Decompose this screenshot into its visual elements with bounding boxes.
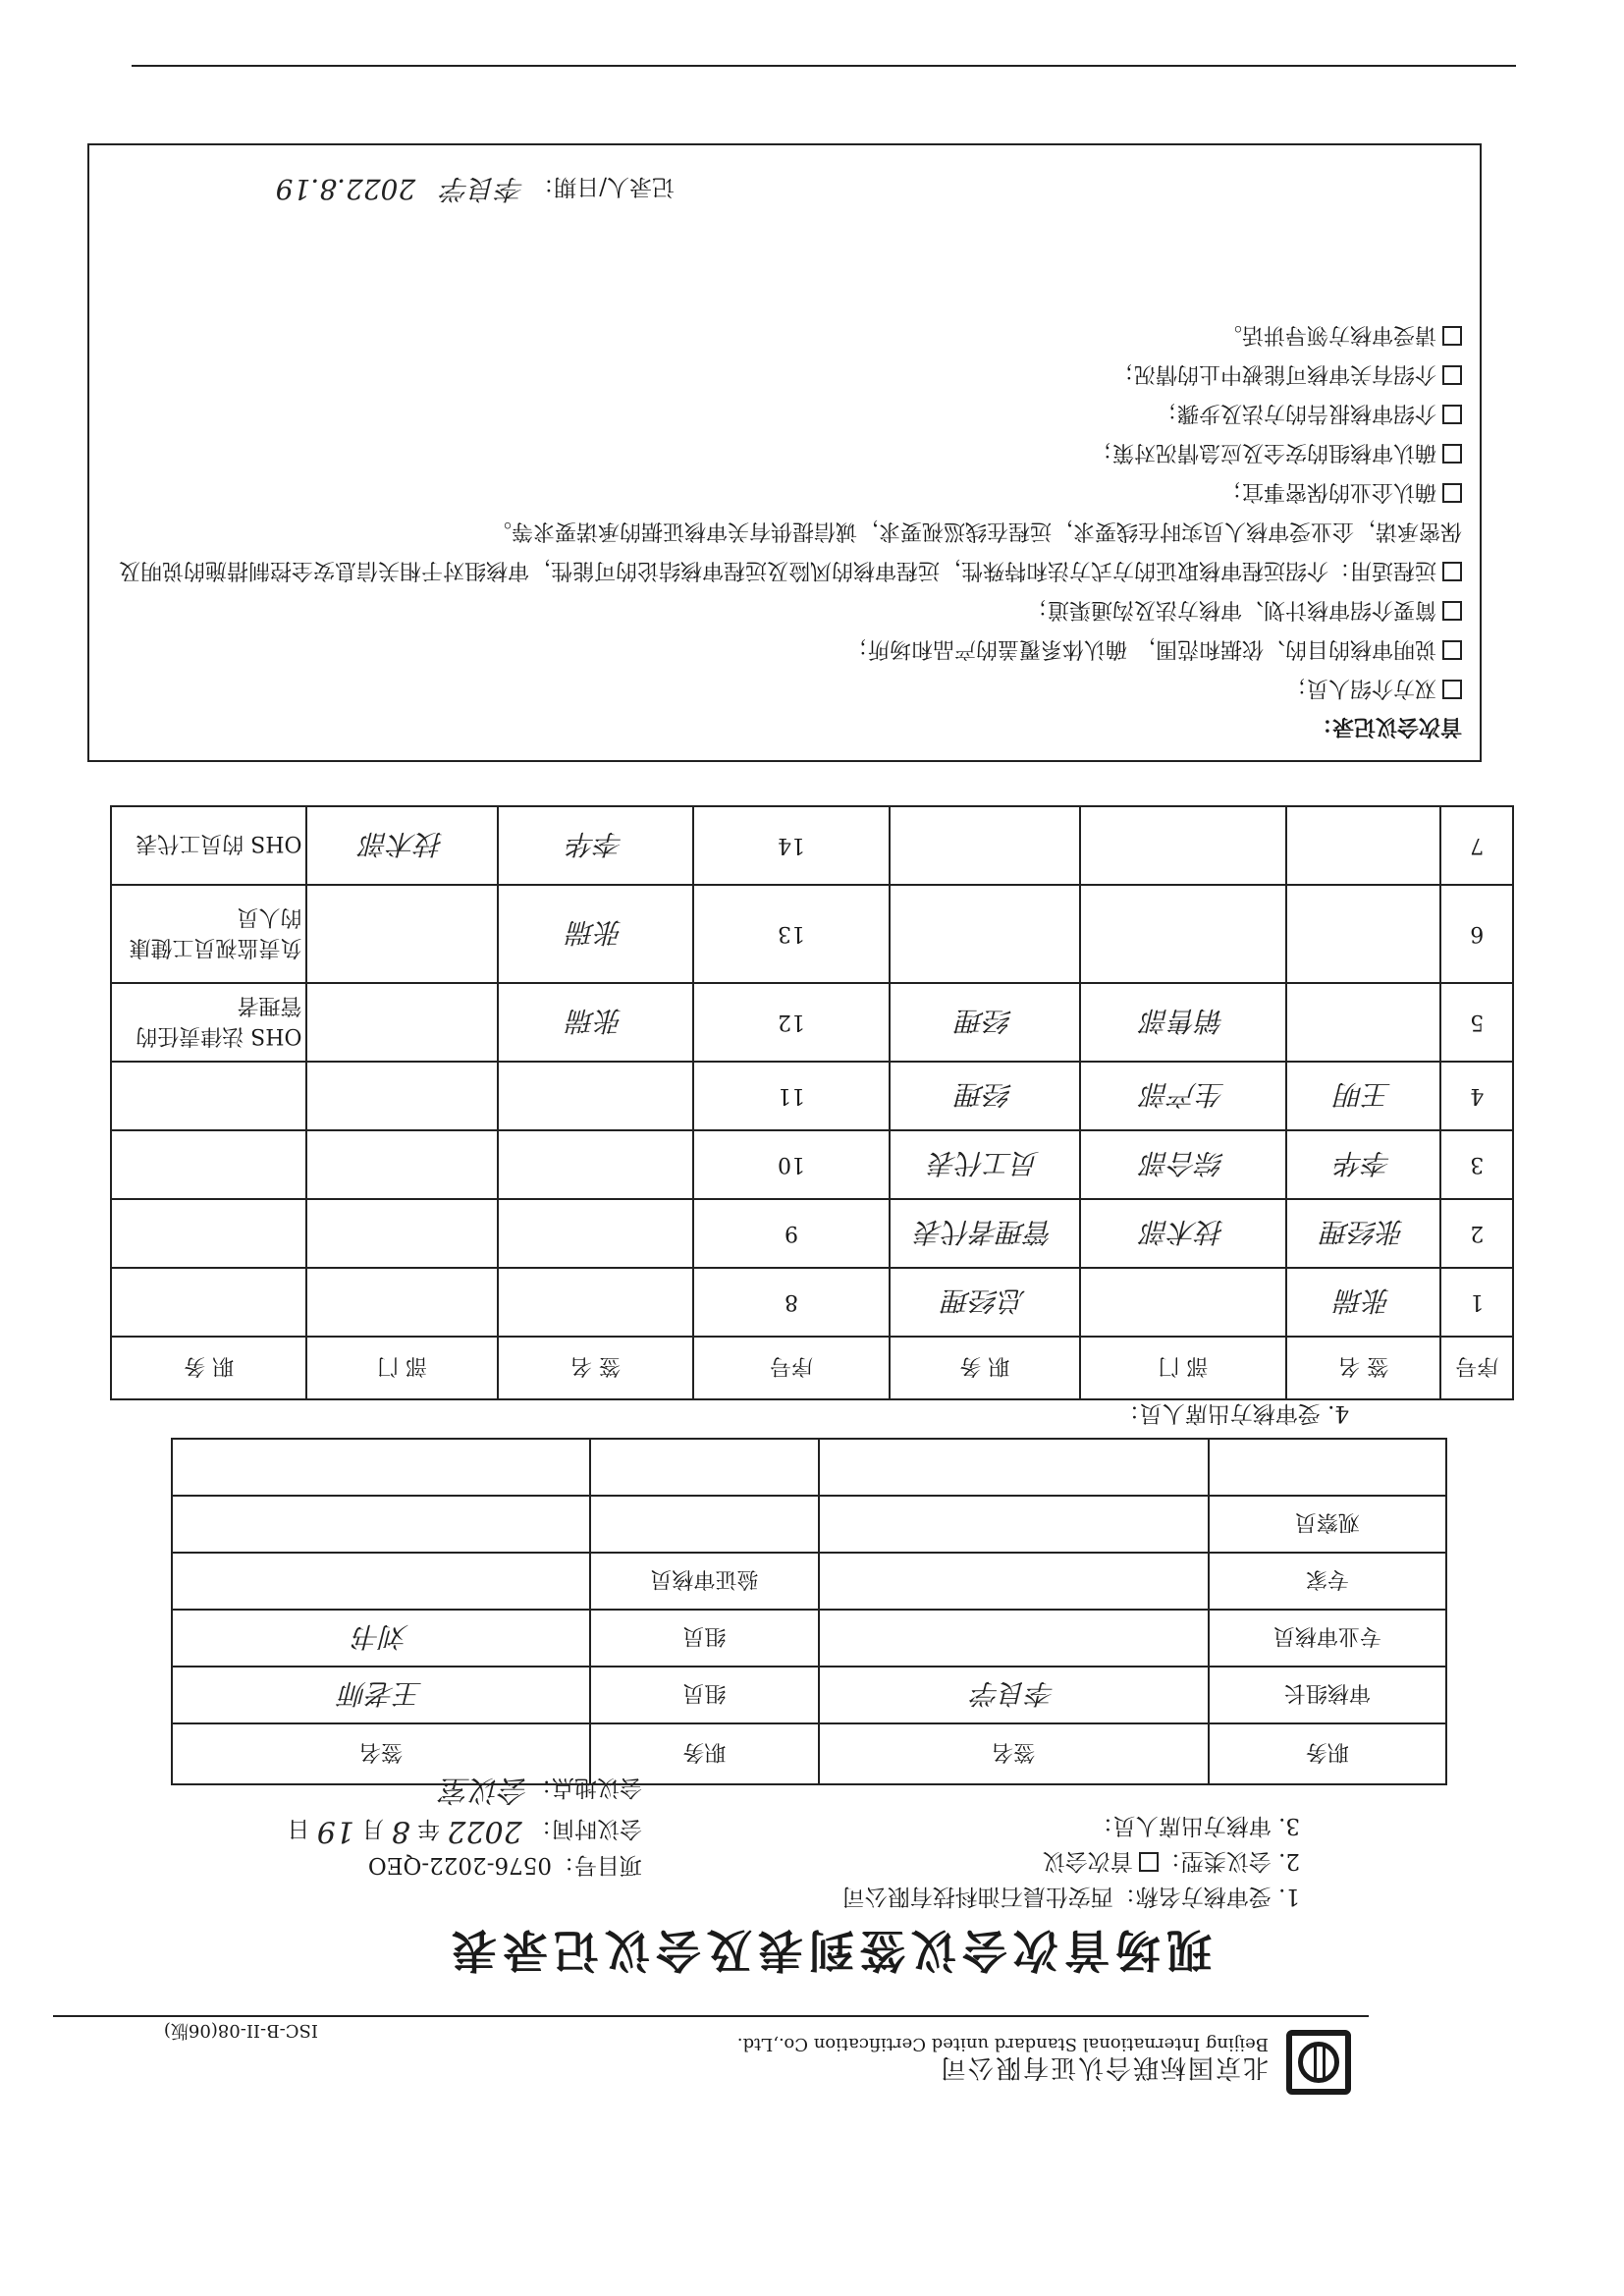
signature-cell [819, 1553, 1209, 1610]
auditor-attendance-table [171, 1438, 1447, 1785]
month-unit: 月 [361, 1816, 385, 1841]
header-position-2: 职 务 [111, 1337, 307, 1399]
signature-cell [498, 1199, 694, 1268]
meeting-type-row [1043, 1847, 1300, 1880]
position-cell [111, 1199, 307, 1268]
signature-cell: 王明 [1286, 1062, 1441, 1130]
row-no: 12 [693, 983, 890, 1062]
signature-cell [819, 1496, 1209, 1553]
company-name-en: Beijing International Standard united Certification Co.,Ltd. [736, 2034, 1269, 2054]
position-cell: 总经理 [890, 1268, 1080, 1337]
signature-cell: 张瑞 [498, 885, 694, 983]
row-no: 11 [693, 1062, 890, 1130]
recorder-label: 记录人/日期： [531, 174, 675, 199]
department-cell [307, 983, 498, 1062]
cell-role: 组员 [590, 1610, 819, 1667]
project-number-value: 0576-2022-QEO [367, 1852, 552, 1878]
department-cell [307, 1268, 498, 1337]
meeting-location-value: 会议室 [441, 1773, 529, 1807]
recorder-signature: 李良学 2022.8.19 [275, 173, 524, 205]
auditee-attendance-table [110, 805, 1514, 1400]
meeting-time-label: 会议时间： [529, 1816, 642, 1841]
signature-cell [1286, 983, 1441, 1062]
cell-role [590, 1496, 819, 1553]
meeting-location-label: 会议地点： [529, 1775, 642, 1800]
auditee-name-row [842, 1883, 1300, 1915]
company-name-cn: 北京国标联合认证有限公司 [938, 2052, 1269, 2082]
header-signature-2: 签 名 [498, 1337, 694, 1399]
minutes-item: 说明审核的目的、依据和范围， 确认体系覆盖的产品和场所； [107, 629, 1462, 668]
header-no: 序号 [1441, 1337, 1514, 1399]
signature-cell [498, 1062, 694, 1130]
signature-cell [1286, 806, 1441, 885]
position-cell: 员工代表 [890, 1130, 1080, 1199]
position-cell: OHS 法律责任的管理者 [111, 983, 307, 1062]
header-signature: 签 名 [1286, 1337, 1441, 1399]
department-cell [1080, 1268, 1286, 1337]
checkbox-icon [1442, 640, 1462, 660]
row-no: 3 [1441, 1130, 1514, 1199]
meeting-year: 2022 [447, 1814, 522, 1848]
minutes-item: 确认审核组的安全及应急情况对策； [107, 432, 1462, 471]
department-cell [307, 1130, 498, 1199]
minutes-content [107, 314, 1462, 746]
checkbox-icon [1442, 483, 1462, 503]
row-no: 8 [693, 1268, 890, 1337]
department-cell [1080, 885, 1286, 983]
signature-cell [819, 1610, 1209, 1667]
row-no: 10 [693, 1130, 890, 1199]
meeting-type-value: 首次会议 [1042, 1848, 1133, 1874]
signature-cell: 张瑞 [498, 983, 694, 1062]
auditee-name-label: 1. 受审核方名称： [1112, 1884, 1300, 1909]
position-cell: 经理 [890, 1062, 1080, 1130]
row-no: 4 [1441, 1062, 1514, 1130]
department-cell: 销售部 [1080, 983, 1286, 1062]
position-cell [890, 885, 1080, 983]
row-no: 6 [1441, 885, 1514, 983]
header-position: 职务 [1209, 1723, 1446, 1784]
header-position: 职 务 [890, 1337, 1080, 1399]
position-cell: 管理者代表 [890, 1199, 1080, 1268]
department-cell [307, 1199, 498, 1268]
meeting-day: 19 [316, 1814, 354, 1848]
row-no: 2 [1441, 1199, 1514, 1268]
meeting-type-checkbox [1139, 1852, 1159, 1872]
recorder-row [276, 171, 675, 210]
department-cell [307, 1062, 498, 1130]
checkbox-icon [1442, 365, 1462, 385]
signature-cell [498, 1268, 694, 1337]
row-no: 5 [1441, 983, 1514, 1062]
auditee-name-value: 西安仕晨石油科技有限公司 [841, 1884, 1113, 1909]
signature-cell: 李良学 [819, 1667, 1209, 1723]
company-logo-icon [1286, 2030, 1351, 2095]
signature-cell: 李华 [498, 806, 694, 885]
checkbox-icon [1442, 405, 1462, 424]
department-cell: 综合部 [1080, 1130, 1286, 1199]
row-no: 1 [1441, 1268, 1514, 1337]
row-no: 9 [693, 1199, 890, 1268]
department-cell: 技术部 [1080, 1199, 1286, 1268]
minutes-item: 双方介绍人员； [107, 668, 1462, 707]
checkbox-icon [1442, 444, 1462, 464]
minutes-item: 远程适用：介绍远程审核取证的方式方法和特殊性，远程审核的风险及远程审核结论的可能性，审核组对于相关信息安全控制措施的说明及保密承诺，企业受审核人员实时在线要求，远程在线巡视要求，诚信提供有关审核证据的承诺要求等。 [118, 519, 1462, 582]
signature-cell [172, 1496, 590, 1553]
header-rule [53, 2015, 1369, 2017]
header-no-2: 序号 [693, 1337, 890, 1399]
signature-cell: 刘书 [172, 1610, 590, 1667]
header-signature: 签名 [819, 1723, 1209, 1784]
minutes-item: 介绍有关审核可能被中止的情况； [107, 354, 1462, 393]
project-number-label: 项目号： [552, 1852, 642, 1878]
minutes-item: 介绍审核报告的方法及步骤； [107, 393, 1462, 432]
minutes-item: 简要介绍审核计划、审核方法及沟通渠道； [107, 589, 1462, 629]
cell-role: 专业审核员 [1209, 1610, 1446, 1667]
signature-cell: 李华 [1286, 1130, 1441, 1199]
signature-cell [1286, 885, 1441, 983]
department-cell: 生产部 [1080, 1062, 1286, 1130]
day-unit: 日 [287, 1816, 310, 1841]
header-signature-2: 签名 [172, 1723, 590, 1784]
auditee-attendees-label: 4. 受审核方出席人员： [1116, 1400, 1349, 1426]
cell-role: 组员 [590, 1667, 819, 1723]
year-unit: 年 [417, 1816, 441, 1841]
position-cell: OHS 的员工代表 [111, 806, 307, 885]
cell-role: 专家 [1209, 1553, 1446, 1610]
minutes-heading: 首次会议记录： [1310, 714, 1462, 739]
checkbox-icon [1442, 680, 1462, 699]
department-cell [307, 885, 498, 983]
meeting-time-row [287, 1814, 642, 1848]
minutes-item: 请受审核方领导讲话。 [107, 314, 1462, 354]
position-cell [111, 1268, 307, 1337]
checkbox-icon [1442, 562, 1462, 581]
meeting-minutes-box [87, 143, 1482, 762]
cell-role [590, 1439, 819, 1496]
signature-cell [819, 1439, 1209, 1496]
position-cell: 经理 [890, 983, 1080, 1062]
row-no: 7 [1441, 806, 1514, 885]
checkbox-icon [1442, 326, 1462, 346]
signature-cell: 张经理 [1286, 1199, 1441, 1268]
signature-cell [498, 1130, 694, 1199]
bottom-rule [132, 65, 1516, 67]
signature-cell: 王老师 [172, 1667, 590, 1723]
signature-cell [172, 1553, 590, 1610]
header-position-2: 职务 [590, 1723, 819, 1784]
auditor-attendees-label: 3. 审核方出席人员： [1090, 1813, 1300, 1838]
department-cell [1080, 806, 1286, 885]
meeting-month: 8 [391, 1814, 410, 1848]
position-cell: 负责监视员工健康的人员 [111, 885, 307, 983]
position-cell [111, 1062, 307, 1130]
cell-role [1209, 1439, 1446, 1496]
cell-role: 验证审核员 [590, 1553, 819, 1610]
position-cell [890, 806, 1080, 885]
row-no: 14 [693, 806, 890, 885]
cell-role: 审核组长 [1209, 1667, 1446, 1723]
meeting-type-label: 2. 会议类型： [1158, 1848, 1300, 1874]
signature-cell [172, 1439, 590, 1496]
cell-role: 观察员 [1209, 1496, 1446, 1553]
signature-cell: 张瑞 [1286, 1268, 1441, 1337]
form-number: ISC-B-II-08(06版) [163, 2020, 318, 2041]
department-cell: 技术部 [307, 806, 498, 885]
header-department-2: 部 门 [307, 1337, 498, 1399]
header-department: 部 门 [1080, 1337, 1286, 1399]
minutes-item: 确认企业的保密事宜； [107, 471, 1462, 511]
form-title: 现场首次会议签到表及会议记录表 [446, 1924, 1212, 1977]
checkbox-icon [1442, 601, 1462, 621]
position-cell [111, 1130, 307, 1199]
row-no: 13 [693, 885, 890, 983]
project-number-row [368, 1851, 642, 1884]
